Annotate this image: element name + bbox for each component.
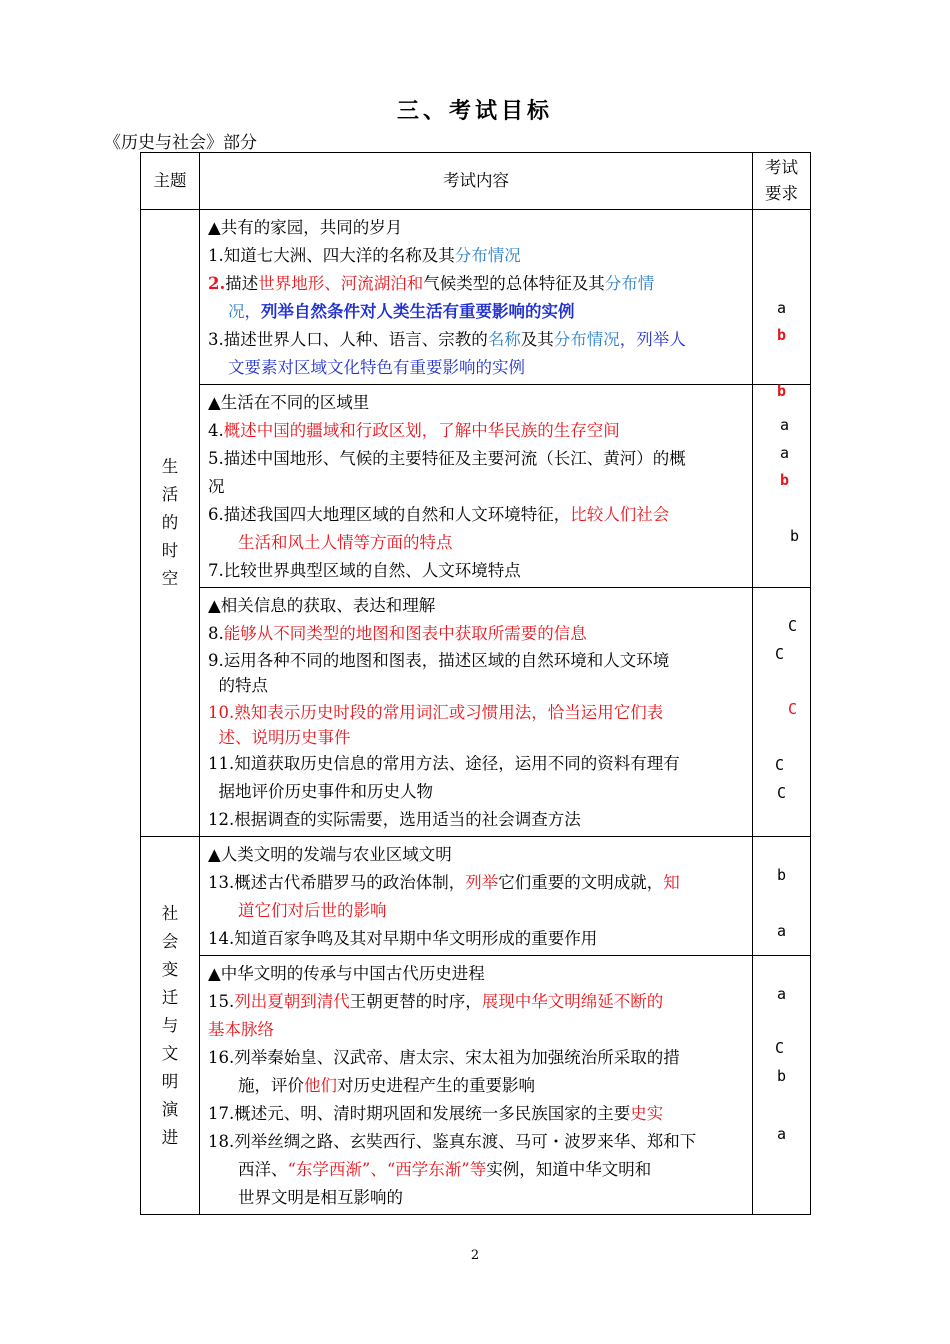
section-subtitle: 《历史与社会》部分 xyxy=(104,133,257,153)
topic-char: 演 xyxy=(161,1099,179,1119)
text: 生活和风土人情等方面的特点 xyxy=(238,533,453,552)
requirement-cell xyxy=(753,837,811,956)
item-2 xyxy=(208,270,746,326)
text: 描述 xyxy=(225,274,259,293)
text: 它们重要的文明成就， xyxy=(498,873,664,892)
text: 6.描述我国四大地理区域的自然和人文环境特征， xyxy=(208,505,571,524)
table-row xyxy=(141,385,811,588)
text: 对历史进程产生的重要影响 xyxy=(337,1076,535,1095)
section-heading: ▲共有的家园，共同的岁月 xyxy=(208,218,403,237)
requirement-cell xyxy=(753,210,811,400)
text: 基本脉络 xyxy=(208,1020,274,1039)
topic-life-space xyxy=(141,210,200,837)
topic-char: 活 xyxy=(161,485,179,504)
topic-char: 生 xyxy=(161,457,179,476)
table-row xyxy=(141,210,811,385)
requirement-value: a xyxy=(777,299,787,317)
text: 分布情 xyxy=(604,274,655,293)
text: 名称 xyxy=(487,330,521,349)
text: 1.知道七大洲、四大洋的名称及其 xyxy=(208,246,455,265)
requirement-value: C xyxy=(788,617,798,635)
text: 4. xyxy=(208,421,224,440)
item-8 xyxy=(208,620,746,648)
requirement-value: b xyxy=(777,382,787,400)
text: 道它们对后世的影响 xyxy=(238,901,387,920)
topic-char: 的 xyxy=(161,513,179,532)
text: 据地评价历史事件和历史人物 xyxy=(218,782,433,801)
content-cell xyxy=(200,837,753,956)
text: 的特点 xyxy=(218,676,268,695)
table-row xyxy=(141,588,811,837)
text: 施，评价 xyxy=(238,1076,304,1095)
item-14: 14.知道百家争鸣及其对早期中华文明形成的重要作用 xyxy=(208,929,598,948)
page-title: 三、考试目标 xyxy=(396,98,553,124)
text: 15. xyxy=(208,992,235,1011)
topic-char: 文 xyxy=(161,1043,179,1063)
text: 况 xyxy=(208,477,225,496)
content-cell xyxy=(200,956,753,1215)
topic-char: 迁 xyxy=(161,987,179,1007)
text: ， xyxy=(244,302,261,321)
topic-char: 与 xyxy=(161,1015,179,1035)
requirement-value: b xyxy=(780,471,790,489)
text: 16.列举秦始皇、汉武帝、唐太宗、宋太祖为加强统治所采取的措 xyxy=(208,1048,680,1067)
item-16 xyxy=(208,1044,746,1100)
requirement-value: a xyxy=(777,1125,787,1143)
requirement-value: b xyxy=(777,326,787,344)
text: 展现中华文明绵延不断的 xyxy=(481,992,664,1011)
text: 气候类型的总体特征及其 xyxy=(423,274,605,293)
requirement-value: C xyxy=(775,1039,785,1057)
text: 能够从不同类型的地图和图表中获取所需要的信息 xyxy=(223,624,587,643)
content-cell xyxy=(200,210,753,385)
text: 世界地形、河流湖泊和 xyxy=(258,274,424,293)
text: ，列举人 xyxy=(619,330,686,349)
item-17 xyxy=(208,1100,746,1128)
text: 13.概述古代希腊罗马的政治体制， xyxy=(208,873,466,892)
text: 述、说明历史事件 xyxy=(218,728,351,747)
text: 西洋、 xyxy=(238,1160,288,1179)
requirement-value: C xyxy=(775,756,785,774)
text: 列出夏朝到清代 xyxy=(234,992,350,1011)
header-requirement xyxy=(753,153,811,210)
text: 知 xyxy=(663,873,680,892)
requirement-value: C xyxy=(788,700,798,718)
text: 10.熟知表示历史时段的常用词汇或习惯用法，恰当运用它们表 xyxy=(208,703,664,722)
exam-target-table xyxy=(140,152,811,1215)
section-heading: ▲人类文明的发端与农业区域文明 xyxy=(208,845,452,864)
text: 17.概述元、明、清时期巩固和发展统一多民族国家的主要 xyxy=(208,1104,631,1123)
text: 8. xyxy=(208,624,224,643)
item-4 xyxy=(208,417,746,445)
text: 王朝更替的时序， xyxy=(349,992,482,1011)
section-heading: ▲相关信息的获取、表达和理解 xyxy=(208,596,436,615)
text: 实例，知道中华文明和 xyxy=(486,1160,652,1179)
item-3 xyxy=(208,326,746,382)
section-heading: ▲中华文明的传承与中国古代历史进程 xyxy=(208,964,485,983)
requirement-value: a xyxy=(780,416,790,434)
text: 比较人们社会 xyxy=(570,505,670,524)
table-header-row xyxy=(141,153,811,210)
text: 列举 xyxy=(465,873,499,892)
requirement-value: a xyxy=(780,444,790,462)
text: 概述中国的疆域和行政区划，了解中华民族的生存空间 xyxy=(223,421,620,440)
header-req-line2: 要求 xyxy=(765,184,798,203)
header-topic: 主题 xyxy=(141,153,200,210)
content-cell xyxy=(200,588,753,837)
page-number: 2 xyxy=(470,1248,480,1263)
text: 3.描述世界人口、人种、语言、宗教的 xyxy=(208,330,488,349)
text: 列举自然条件对人类生活有重要影响的实例 xyxy=(261,302,575,321)
text: 5.描述中国地形、气候的主要特征及主要河流（长江、黄河）的概 xyxy=(208,449,686,468)
text: 史实 xyxy=(630,1104,664,1123)
topic-char: 空 xyxy=(161,569,179,588)
text: 分布情况 xyxy=(553,330,620,349)
text: 他们 xyxy=(304,1076,337,1095)
requirement-value: b xyxy=(790,527,800,545)
topic-char: 会 xyxy=(161,931,179,951)
item-5 xyxy=(208,445,746,501)
requirement-value: C xyxy=(775,645,785,663)
text: 况 xyxy=(228,302,245,321)
topic-char: 社 xyxy=(161,903,179,923)
text: “东学西渐”、“西学东渐”等 xyxy=(287,1160,487,1179)
item-12: 12.根据调查的实际需要，选用适当的社会调查方法 xyxy=(208,810,581,829)
requirement-value: a xyxy=(777,922,787,940)
topic-char: 进 xyxy=(161,1127,179,1147)
text: 9.运用各种不同的地图和图表，描述区域的自然环境和人文环境 xyxy=(208,651,670,670)
text: 文要素对区域文化特色有重要影响的实例 xyxy=(228,358,525,377)
table-row xyxy=(141,837,811,956)
header-content: 考试内容 xyxy=(200,153,753,210)
item-6 xyxy=(208,501,746,557)
item-18 xyxy=(208,1128,746,1212)
table-row xyxy=(141,956,811,1215)
item-9 xyxy=(208,648,746,698)
requirement-value: a xyxy=(777,985,787,1003)
section-heading: ▲生活在不同的区域里 xyxy=(208,393,370,412)
text: 18.列举丝绸之路、玄奘西行、鉴真东渡、马可・波罗来华、郑和下 xyxy=(208,1132,697,1151)
text: 分布情况 xyxy=(454,246,521,265)
text: 2. xyxy=(208,274,226,293)
topic-char: 明 xyxy=(161,1071,179,1091)
requirement-cell xyxy=(753,588,811,837)
item-10 xyxy=(208,700,746,750)
requirement-value: C xyxy=(777,784,787,802)
item-7: 7.比较世界典型区域的自然、人文环境特点 xyxy=(208,561,521,580)
item-15 xyxy=(208,988,746,1044)
topic-social-change xyxy=(141,837,200,1215)
requirement-cell xyxy=(753,956,811,1215)
topic-char: 时 xyxy=(161,541,179,560)
requirement-value: b xyxy=(777,1067,787,1085)
topic-char: 变 xyxy=(161,959,179,979)
requirement-value: b xyxy=(777,866,787,884)
header-req-line1: 考试 xyxy=(765,158,798,177)
item-13 xyxy=(208,869,746,925)
content-cell xyxy=(200,385,753,588)
item-1 xyxy=(208,242,746,270)
requirement-cell xyxy=(753,385,811,588)
text: 11.知道获取历史信息的常用方法、途径，运用不同的资料有理有 xyxy=(208,754,680,773)
item-11 xyxy=(208,750,746,806)
text: 世界文明是相互影响的 xyxy=(238,1188,403,1207)
text: 及其 xyxy=(520,330,554,349)
